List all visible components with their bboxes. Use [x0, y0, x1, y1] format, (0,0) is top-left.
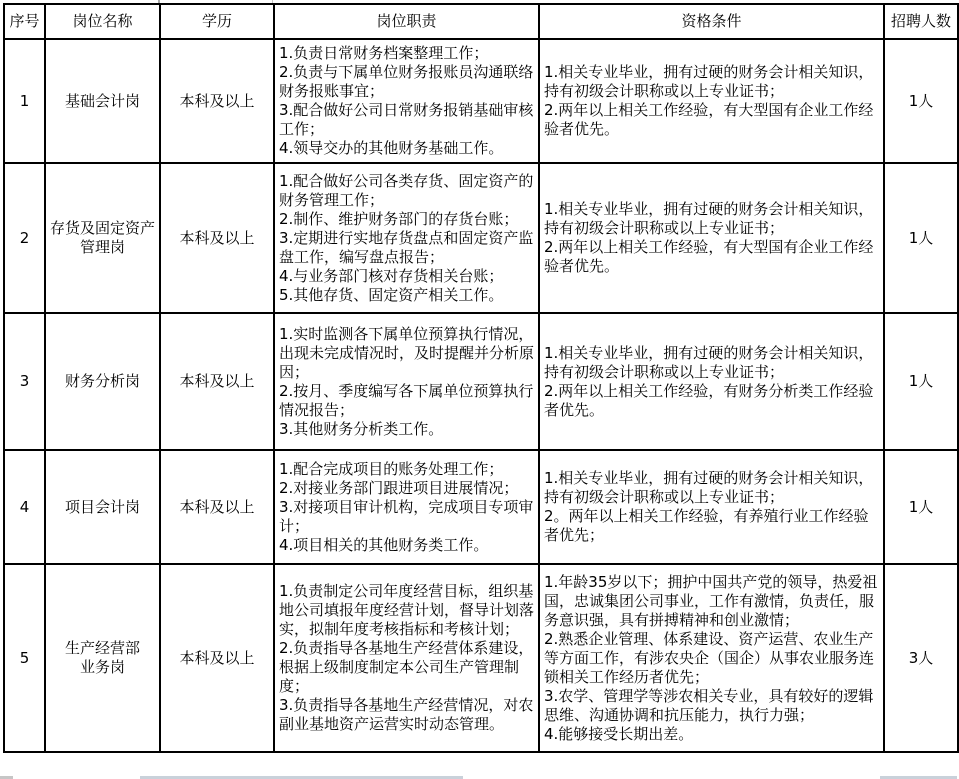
cell-serial-number: 2: [4, 163, 45, 313]
cell-duties: 1.负责制定公司年度经营目标，组织基地公司填报年度经营计划，督导计划落实，拟制年度考核指标和考核计划； 2.负责指导各基地生产经营体系建设，根据上级制度制定本公司生产管理制度； 3.负责指导各基地生产经营情况，对农副业基地资产运营实时动态管理。: [274, 564, 539, 752]
cell-qualifications: 1.相关专业毕业，拥有过硬的财务会计相关知识，持有初级会计职称或以上专业证书； 2.两年以上相关工作经验，有大型国有企业工作经验者优先。: [539, 39, 884, 163]
cell-headcount: 1人: [884, 163, 958, 313]
table-row: [4, 564, 958, 752]
column-header-serial: 序号: [4, 4, 45, 39]
cell-headcount: 3人: [884, 564, 958, 752]
cell-duties: 1.配合做好公司各类存货、固定资产的财务管理工作； 2.制作、维护财务部门的存货台账； 3.定期进行实地存货盘点和固定资产监盘工作，编写盘点报告； 4.与业务部门核对存货相关台账； 5.其他存货、固定资产相关工作。: [274, 163, 539, 313]
cell-serial-number: 4: [4, 450, 45, 564]
cell-position-name: 财务分析岗: [45, 313, 160, 450]
column-header-education: 学历: [160, 4, 274, 39]
recruitment-table: [3, 3, 959, 753]
cell-position-name: 项目会计岗: [45, 450, 160, 564]
cell-education: 本科及以上: [160, 564, 274, 752]
cell-education: 本科及以上: [160, 39, 274, 163]
cell-serial-number: 5: [4, 564, 45, 752]
cell-education: 本科及以上: [160, 163, 274, 313]
cell-duties: 1.配合完成项目的账务处理工作； 2.对接业务部门跟进项目进展情况； 3.对接项目审计机构，完成项目专项审计； 4.项目相关的其他财务类工作。: [274, 450, 539, 564]
cell-position-name: 存货及固定资产 管理岗: [45, 163, 160, 313]
cell-headcount: 1人: [884, 313, 958, 450]
cell-education: 本科及以上: [160, 313, 274, 450]
column-header-duties: 岗位职责: [274, 4, 539, 39]
cell-duties: 1.负责日常财务档案整理工作； 2.负责与下属单位财务报账员沟通联络财务报账事宜； 3.配合做好公司日常财务报销基础审核工作； 4.领导交办的其他财务基础工作。: [274, 39, 539, 163]
cell-qualifications: 1.相关专业毕业，拥有过硬的财务会计相关知识，持有初级会计职称或以上专业证书； 2.两年以上相关工作经验，有财务分析类工作经验者优先。: [539, 313, 884, 450]
table-row: [4, 450, 958, 564]
cell-qualifications: 1.年龄35岁以下；拥护中国共产党的领导，热爱祖国，忠诚集团公司事业，工作有激情，负责任，服务意识强，具有拼搏精神和创业激情； 2.熟悉企业管理、体系建设、资产运营、农业生产等方面工作，有涉农央企（国企）从事农业服务连锁相关工作经历者优先； 3.农学、管理学等涉农相关专业，具有较好的逻辑思维、沟通协调和抗压能力，执行力强； 4.能够接受长期出差。: [539, 564, 884, 752]
table-row: [4, 163, 958, 313]
cell-headcount: 1人: [884, 39, 958, 163]
cell-position-name: 生产经营部 业务岗: [45, 564, 160, 752]
cell-qualifications: 1.相关专业毕业，拥有过硬的财务会计相关知识，持有初级会计职称或以上专业证书； 2。两年以上相关工作经验，有养殖行业工作经验者优先；: [539, 450, 884, 564]
cell-headcount: 1人: [884, 450, 958, 564]
header-row: [4, 4, 958, 39]
cell-serial-number: 1: [4, 39, 45, 163]
column-header-position: 岗位名称: [45, 4, 160, 39]
column-header-qualifications: 资格条件: [539, 4, 884, 39]
table-row: [4, 313, 958, 450]
cell-duties: 1.实时监测各下属单位预算执行情况，出现未完成情况时，及时提醒并分析原因； 2.按月、季度编写各下属单位预算执行情况报告； 3.其他财务分析类工作。: [274, 313, 539, 450]
column-header-headcount: 招聘人数: [884, 4, 958, 39]
cell-position-name: 基础会计岗: [45, 39, 160, 163]
cell-qualifications: 1.相关专业毕业，拥有过硬的财务会计相关知识，持有初级会计职称或以上专业证书； 2.两年以上相关工作经验，有大型国有企业工作经验者优先。: [539, 163, 884, 313]
cell-serial-number: 3: [4, 313, 45, 450]
cell-education: 本科及以上: [160, 450, 274, 564]
table-row: [4, 39, 958, 163]
